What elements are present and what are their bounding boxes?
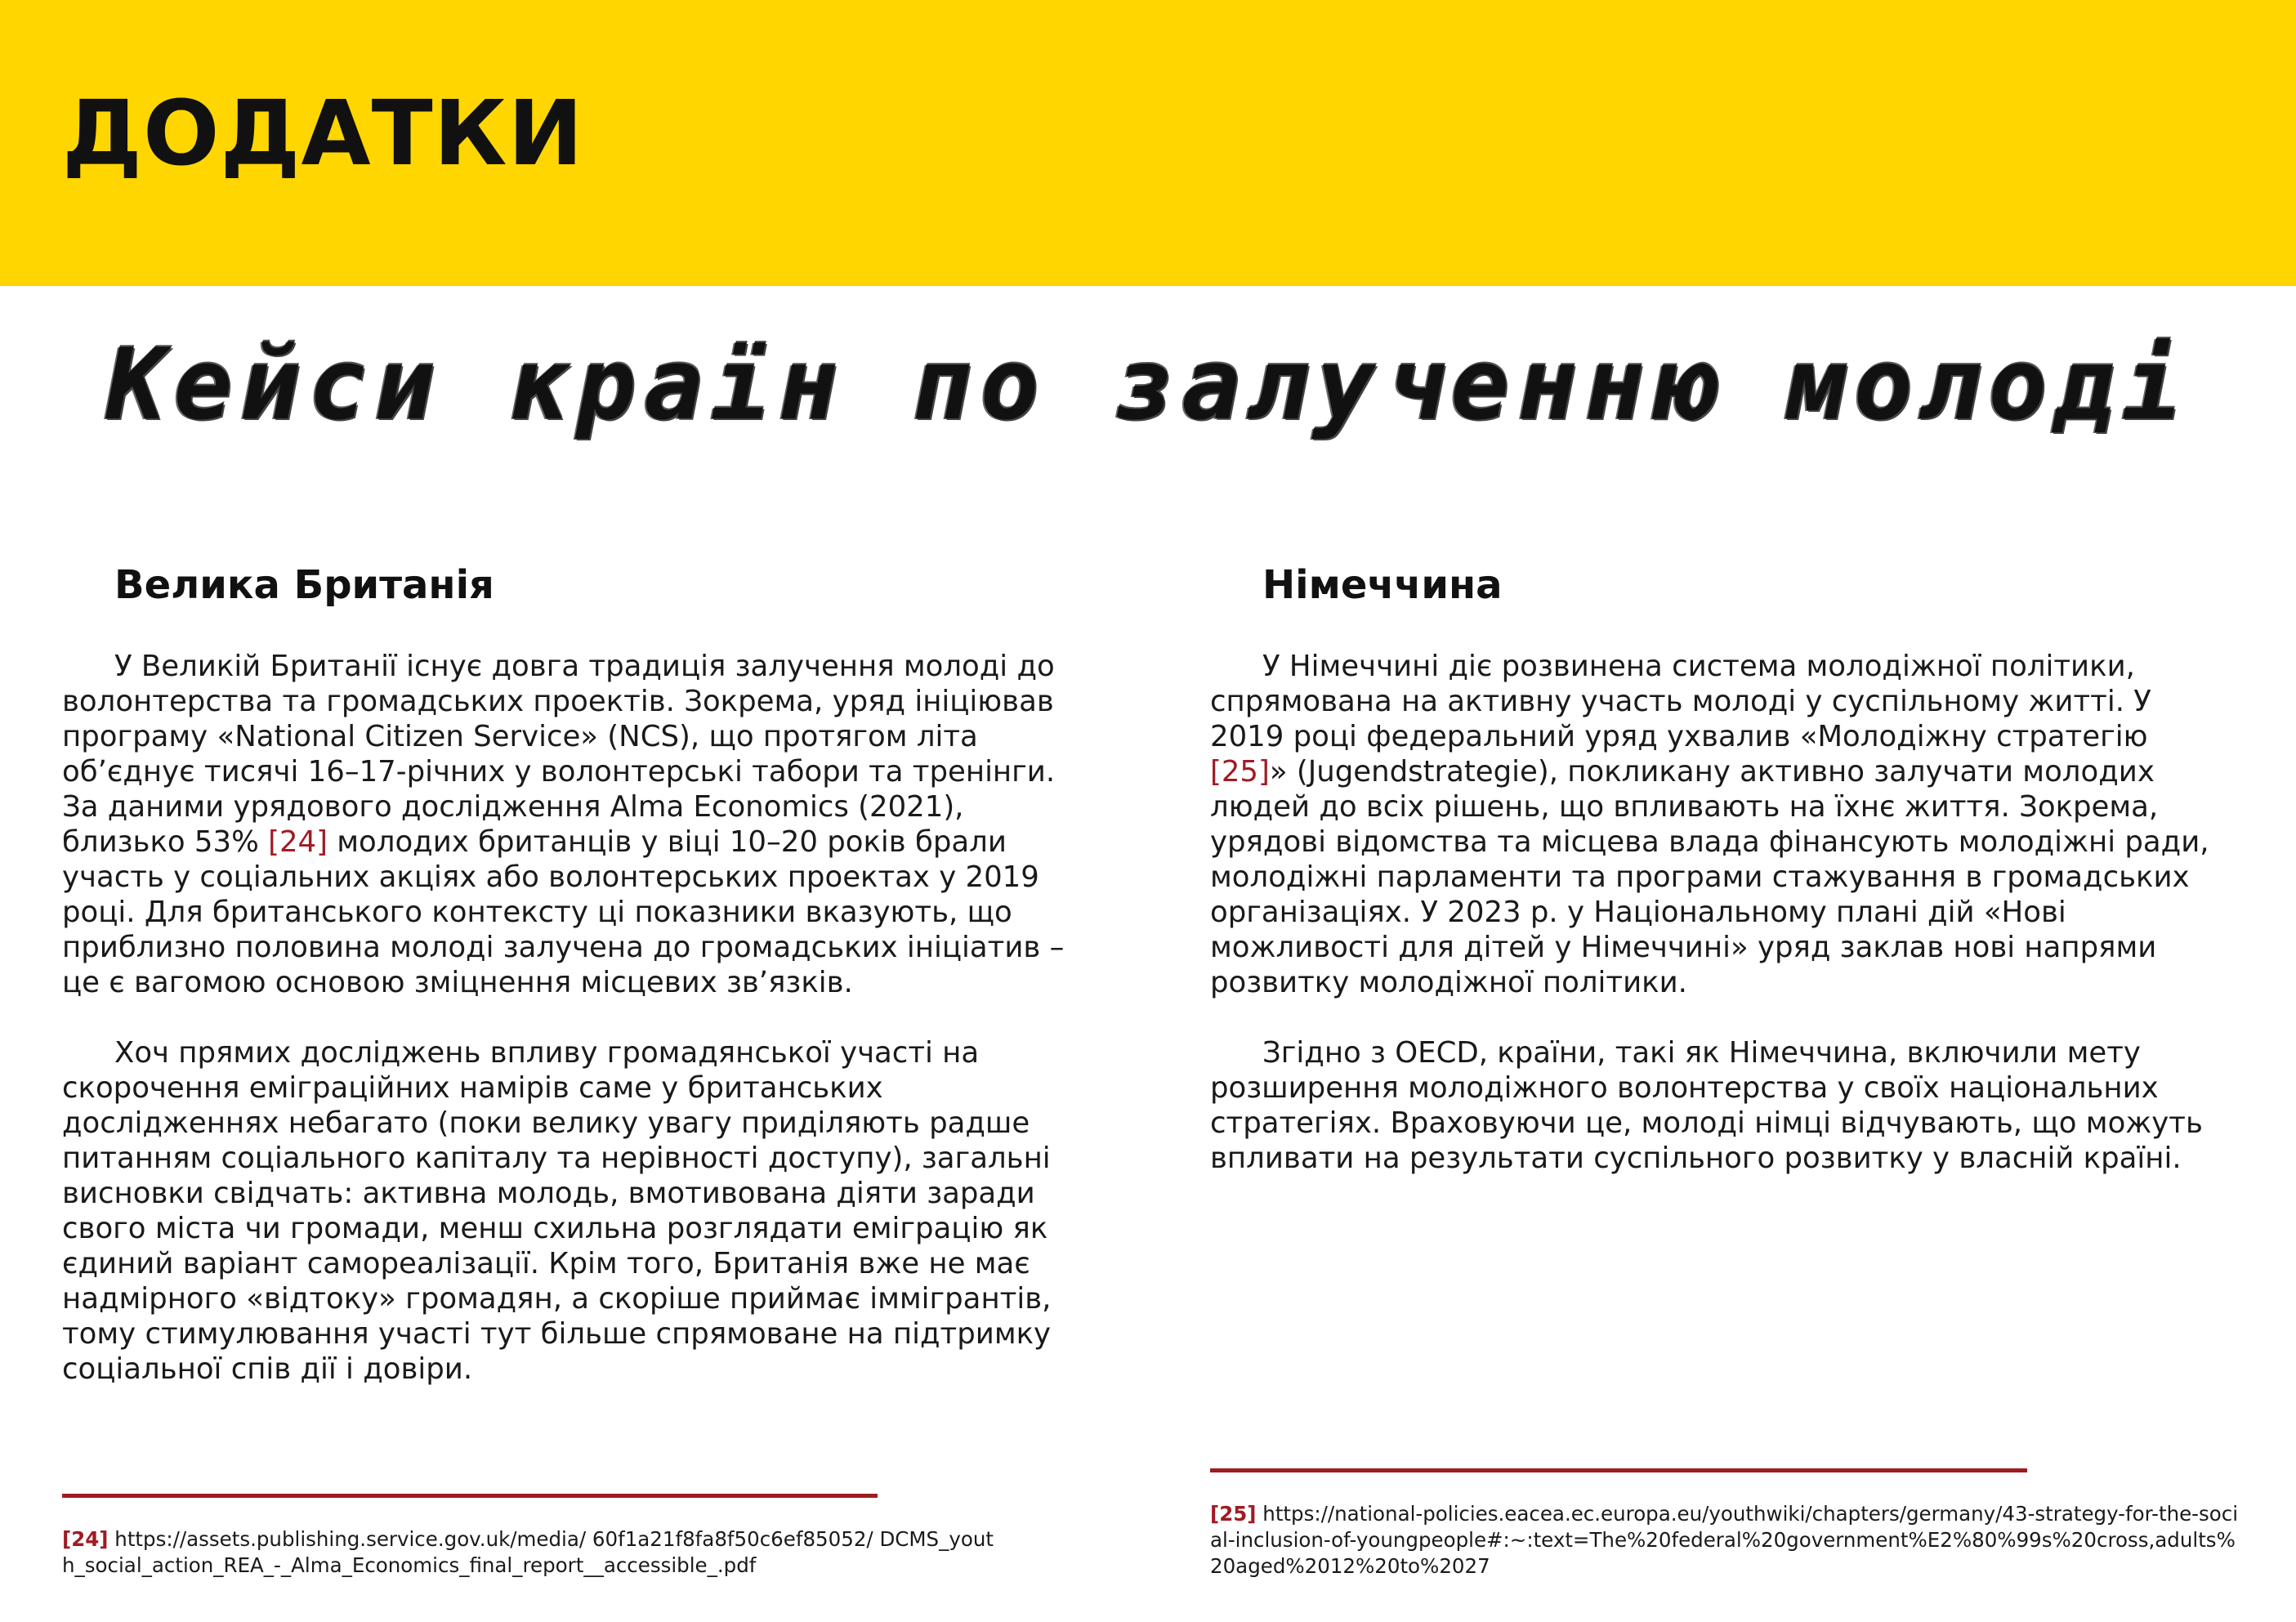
footnote-divider-right <box>1210 1468 2027 1472</box>
section-heading-germany: Німеччина <box>1262 562 1503 608</box>
reference-link-25[interactable]: [25] <box>1210 754 1270 789</box>
footnote-25 <box>1210 1501 2248 1580</box>
page-title: ДОДАТКИ <box>62 81 584 185</box>
paragraph-uk-2: Хоч прямих досліджень впливу громадянської участі на скорочення еміграційних намірів саме у британських дослідженнях небагато (поки велику увагу приділяють радше питанням соціального капіталу та нерівності доступу), загальні висновки свідчать: активна молодь, вмотивована діяти заради свого міста чи громади, менш схильна розглядати еміграцію як єдиний варіант самореалізації. Крім того, Британія вже не має надмірного «відтоку» громадян, а скоріше приймає іммігрантів, тому стимулювання участі тут більше спрямоване на підтримку соціальної спів дії і довіри. <box>62 1035 1052 1386</box>
footnote-24 <box>62 1526 994 1579</box>
reference-link-24[interactable]: [24] <box>268 824 328 859</box>
footnote-url-25[interactable]: https://national-policies.eacea.ec.europa.eu/youthwiki/chapters/germany/43-strategy-for-the-social-inclusion-of-youngpeople#:~:text=The%20federal%20government%E2%80%99s%20cross,adults%20aged%2012%20to%2027 <box>1210 1502 2239 1578</box>
footnote-number-25: [25] <box>1210 1502 1257 1526</box>
section-germany <box>1210 562 2231 1211</box>
paragraph-germany-1-text-b: » (Jugendstrategie), покликану активно залучати молодих людей до всіх рішень, що впливають на їхнє життя. Зокрема, урядові відомства та місцева влада фінансують молодіжні ради, молодіжні парламенти та програми стажування в громадських організаціях. У 2023 р. у Національному плані дій «Нові можливості для дітей у Німеччині» уряд заклав нові напрями розвитку молодіжної політики. <box>1210 754 2209 999</box>
paragraph-germany-2: Згідно з OECD, країни, такі як Німеччина, включили мету розширення молодіжного волонтерства у своїх національних стратегіях. Враховуючи це, молоді німці відчувають, що можуть впливати на результати суспільного розвитку у власній країні. <box>1210 1035 2203 1175</box>
paragraph-uk-1-text-b: молодих британців у віці 10–20 років брали участь у соціальних акціях або волонтерських проектах у 2019 році. Для британського контексту ці показники вказують, що приблизно половина молоді залучена до громадських ініціатив – це є вагомою основою зміцнення місцевих зв’язків. <box>62 824 1065 999</box>
paragraph-uk-1-text-a: У Великій Британії існує довга традиція залучення молоді до волонтерства та громадських проектів. Зокрема, уряд ініціював програму «National Citizen Service» (NCS), що протягом літа об’єднує тисячі 16–17-річних у волонтерські табори та тренінги. За даними урядового дослідження Alma Economics (2021), близько 53% <box>62 649 1056 859</box>
paragraph-germany-1-text-a: У Німеччині діє розвинена система молодіжної політики, спрямована на активну участь молоді у суспільному житті. У 2019 році федеральний уряд ухвалив «Молодіжну стратегію <box>1210 649 2151 753</box>
paragraph-uk-1 <box>62 649 1075 1000</box>
footnote-url-24[interactable]: https://assets.publishing.service.gov.uk/media/ 60f1a21f8fa8f50c6ef85052/ DCMS_youth_social_action_REA_-_Alma_Economics_final_report__accessible_.pdf <box>62 1527 994 1577</box>
footnote-divider-left <box>62 1494 878 1498</box>
footnote-number-24: [24] <box>62 1527 109 1551</box>
section-heading-uk: Велика Британія <box>114 562 494 608</box>
main-title: Кейси країн по залученню молоді <box>106 328 2190 442</box>
section-uk <box>62 562 1075 1422</box>
paragraph-germany-1 <box>1210 649 2231 1000</box>
